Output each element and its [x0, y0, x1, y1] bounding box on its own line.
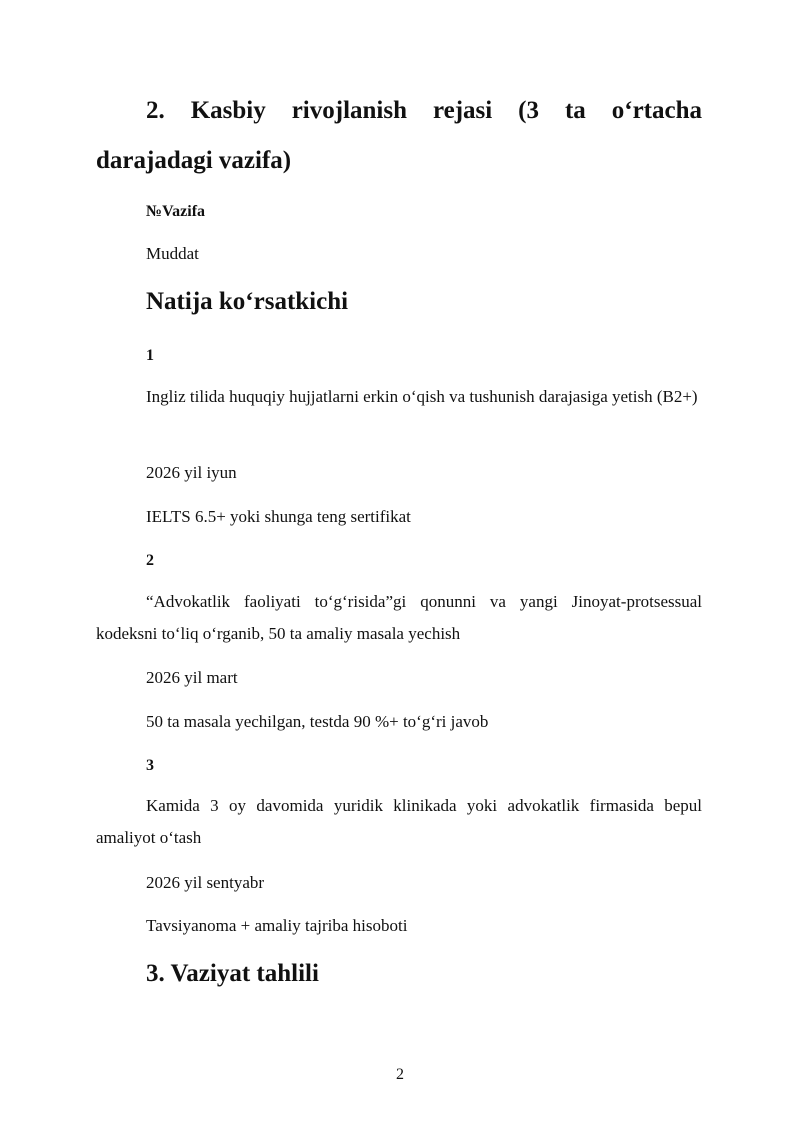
section-2-heading: 2. Kasbiy rivojlanish rejasi (3 ta o‘rtacha darajadagi vazifa)	[96, 97, 702, 174]
column-header-vazifa: №Vazifa	[146, 203, 206, 220]
task-3-description: Kamida 3 oy davomida yuridik klinikada yoki advokatlik firmasida bepul amaliyot o‘tash	[96, 796, 702, 847]
task-3-result: Tavsiyanoma + amaliy tajriba hisoboti	[146, 916, 408, 935]
task-2-number: 2	[146, 552, 154, 569]
task-2-description: “Advokatlik faoliyati to‘g‘risida”gi qonunni va yangi Jinoyat-protsessual kodeksni to‘liq o‘rganib, 50 ta amaliy masala yechish	[96, 592, 702, 643]
task-1-result: IELTS 6.5+ yoki shunga teng sertifikat	[146, 507, 411, 526]
task-1-description: Ingliz tilida huquqiy hujjatlarni erkin o‘qish va tushunish darajasiga yetish (B2+)	[146, 387, 698, 406]
task-2-result: 50 ta masala yechilgan, testda 90 %+ to‘g‘ri javob	[146, 712, 489, 731]
column-header-natija: Natija ko‘rsatkichi	[146, 288, 349, 315]
task-3-deadline: 2026 yil sentyabr	[146, 873, 265, 892]
task-1-deadline: 2026 yil iyun	[146, 463, 237, 482]
column-header-muddat: Muddat	[146, 244, 199, 263]
page-number: 2	[396, 1066, 404, 1083]
task-2-deadline: 2026 yil mart	[146, 668, 238, 687]
task-1-number: 1	[146, 347, 154, 364]
task-3-number: 3	[146, 757, 154, 774]
section-3-heading: 3. Vaziyat tahlili	[146, 960, 319, 987]
